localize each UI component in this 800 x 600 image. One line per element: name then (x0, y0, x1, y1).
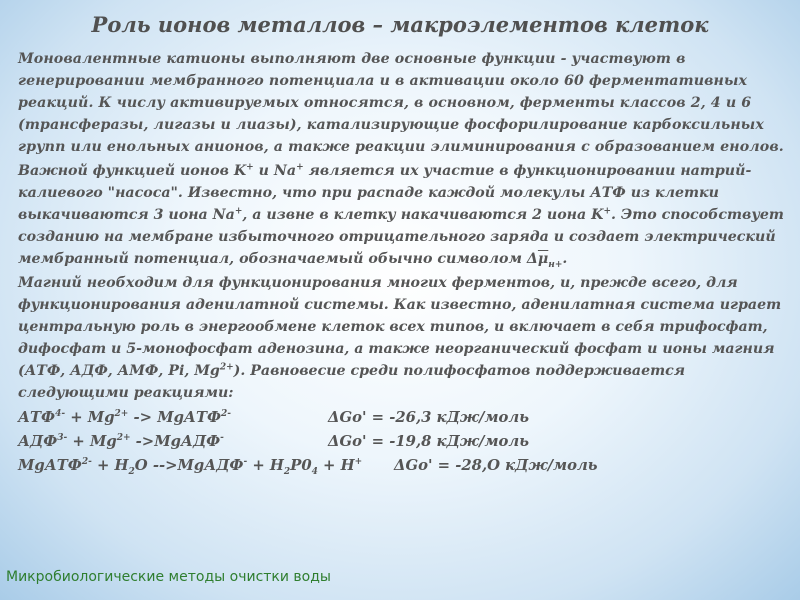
mu-subscript: н+ (548, 259, 563, 270)
reaction-atp-mg-charge: 2+ (114, 409, 129, 420)
reaction-adp-energy: ΔGo' = -19,8 кДж/моль (328, 433, 529, 450)
reaction-adp-reactant: АДФ (18, 433, 58, 450)
reaction-adp-product-charge: - (220, 433, 224, 444)
slide-content (18, 48, 788, 478)
slide-title: Роль ионов металлов – макроэлементов клеток (91, 12, 709, 37)
r3-part-2: + H (91, 457, 129, 474)
r3-sup-1: 2- (81, 457, 92, 468)
r3-sup-3: + (354, 457, 363, 468)
r3-part-6: + H (317, 457, 355, 474)
r3-sup-2: - (243, 457, 248, 468)
p2-sup-k2: + (603, 206, 612, 217)
p2-text-5: . Это способствует созданию на мембране избыточного отрицательного заряда и создает электрический мембранный потенциал, обозначаемый обычно символом Δ (18, 207, 784, 267)
r3-part-5: P0 (290, 457, 312, 474)
reaction-atp-reactant: АТФ (18, 409, 56, 426)
reaction-atp (18, 406, 788, 430)
reaction-atp-mg: + Mg (65, 409, 115, 426)
r3-part-1: MgАТФ (18, 457, 82, 474)
r3-sub-1: 2 (128, 466, 135, 477)
reaction-atp-product-charge: 2- (221, 409, 232, 420)
p3-sup-mg: 2+ (219, 362, 234, 373)
reaction-hydrolysis (18, 454, 788, 478)
p2-text-4: , а извне в клетку накачиваются 2 иона K (242, 207, 604, 223)
p2-text-2: и Na (253, 163, 297, 179)
p2-text-3: является их участие в функционировании натрий-калиевого "насоса". Известно, что при распаде каждой молекулы АТФ из клетки выкачиваются 3 иона Na (18, 163, 752, 223)
p3-end: ). Равновесие среди полифосфатов поддерживается следующими реакциями: (18, 363, 686, 401)
reaction-atp-product: -> MgАТФ (128, 409, 222, 426)
p2-end: . (562, 251, 568, 267)
reaction-adp (18, 430, 788, 454)
footer-caption: Микробиологические методы очистки воды (6, 569, 331, 585)
reaction-atp-charge: 4- (55, 409, 66, 420)
p2-text-1: Важной функцией ионов K (18, 163, 247, 179)
paragraph-magnesium (18, 272, 788, 404)
paragraph-sodium-potassium-pump (18, 160, 788, 270)
r3-part-3: O -->MgАДФ (134, 457, 244, 474)
r3-sub-3: 4 (311, 466, 318, 477)
reaction-atp-energy: ΔGo' = -26,3 кДж/моль (328, 409, 529, 426)
r3-part-4: + H (247, 457, 284, 474)
p2-sup-na2: + (234, 206, 243, 217)
reaction-adp-charge: 3- (57, 433, 68, 444)
r3-sub-2: 2 (283, 466, 291, 477)
p2-sup-na: + (296, 162, 304, 173)
p2-sup-k: + (246, 162, 254, 173)
mu-symbol: $\overline{\mu}$ (537, 251, 549, 267)
reaction-adp-mg-charge: 2+ (116, 433, 131, 444)
reaction-adp-product: ->MgАДФ (130, 433, 221, 450)
reaction-adp-mg: + Mg (67, 433, 117, 450)
reaction-hydrolysis-energy: ΔGo' = -28,O кДж/моль (394, 457, 598, 474)
paragraph-monovalent-cations: Моновалентные катионы выполняют две основные функции - участвуют в генерировании мембранного потенциала и в активации около 60 ферментативных реакций. К числу активируемых относятся, в основном, ферменты классов 2, 4 и 6 (трансферазы, лигазы и лиазы), катализирующие фосфорилирование карбоксильных групп или енольных анионов, а также реакции элиминирования с образованием енолов. (18, 51, 784, 155)
p3-text: Магний необходим для функционирования многих ферментов, и, прежде всего, для функционирования аденилатной системы. Как известно, аденилатная система играет центральную роль в энергообмене клеток всех типов, и включает в себя трифосфат, дифосфат и 5-монофосфат аденозина, а также неорганический фосфат и ионы магния (АТФ, АДФ, АМФ, Pi, Mg (18, 275, 782, 379)
